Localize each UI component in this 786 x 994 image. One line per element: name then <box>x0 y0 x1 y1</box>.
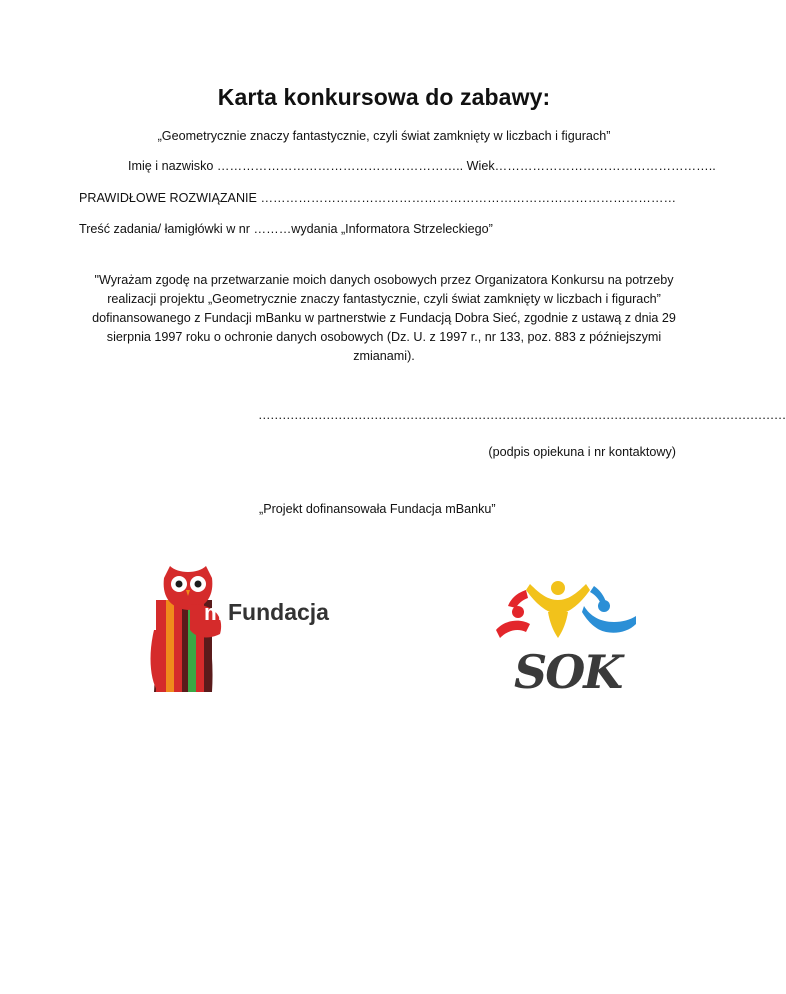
contest-subtitle: „Geometrycznie znaczy fantastycznie, czyli świat zamknięty w liczbach i figurach” <box>157 129 611 143</box>
mfundacja-mark: m <box>204 600 224 625</box>
mfundacja-logo <box>148 560 338 700</box>
mfundacja-text: Fundacja <box>228 599 329 625</box>
sponsor-note: „Projekt dofinansowała Fundacja mBanku” <box>259 502 496 516</box>
sok-text: SOK <box>514 645 622 699</box>
name-age-field: Imię i nazwisko ………………………………………………….. Wiek…………………………………………….. <box>128 159 716 173</box>
consent-paragraph: "Wyrażam zgodę na przetwarzanie moich danych osobowych przez Organizatora Konkursu na potrzeby realizacji projektu „Geometrycznie znaczy fantastycznie, czyli świat zamknięty w liczbach i figurach” dofinansowanego z Fundacji mBanku w partnerstwie z Fundacją Dobra Sieć, zgodnie z ustawą z dnia 29 sierpnia 1997 roku o ochronie danych osobowych (Dz. U. z 1997 r., nr 133, poz. 883 z późniejszymi zmianami). <box>92 273 676 363</box>
signature-caption: (podpis opiekuna i nr kontaktowy) <box>488 445 676 459</box>
owl-icon <box>151 566 222 692</box>
signature-line: …………………………………………………………………………………………………………………… <box>258 408 786 422</box>
answer-field: PRAWIDŁOWE ROZWIĄZANIE ……………………………………………………………………………………… <box>79 191 677 205</box>
people-icon <box>496 581 636 638</box>
page-title: Karta konkursowa do zabawy: <box>217 84 551 110</box>
sok-logo <box>490 576 640 698</box>
task-field: Treść zadania/ łamigłówki w nr ………wydania „Informatora Strzeleckiego” <box>79 222 493 236</box>
